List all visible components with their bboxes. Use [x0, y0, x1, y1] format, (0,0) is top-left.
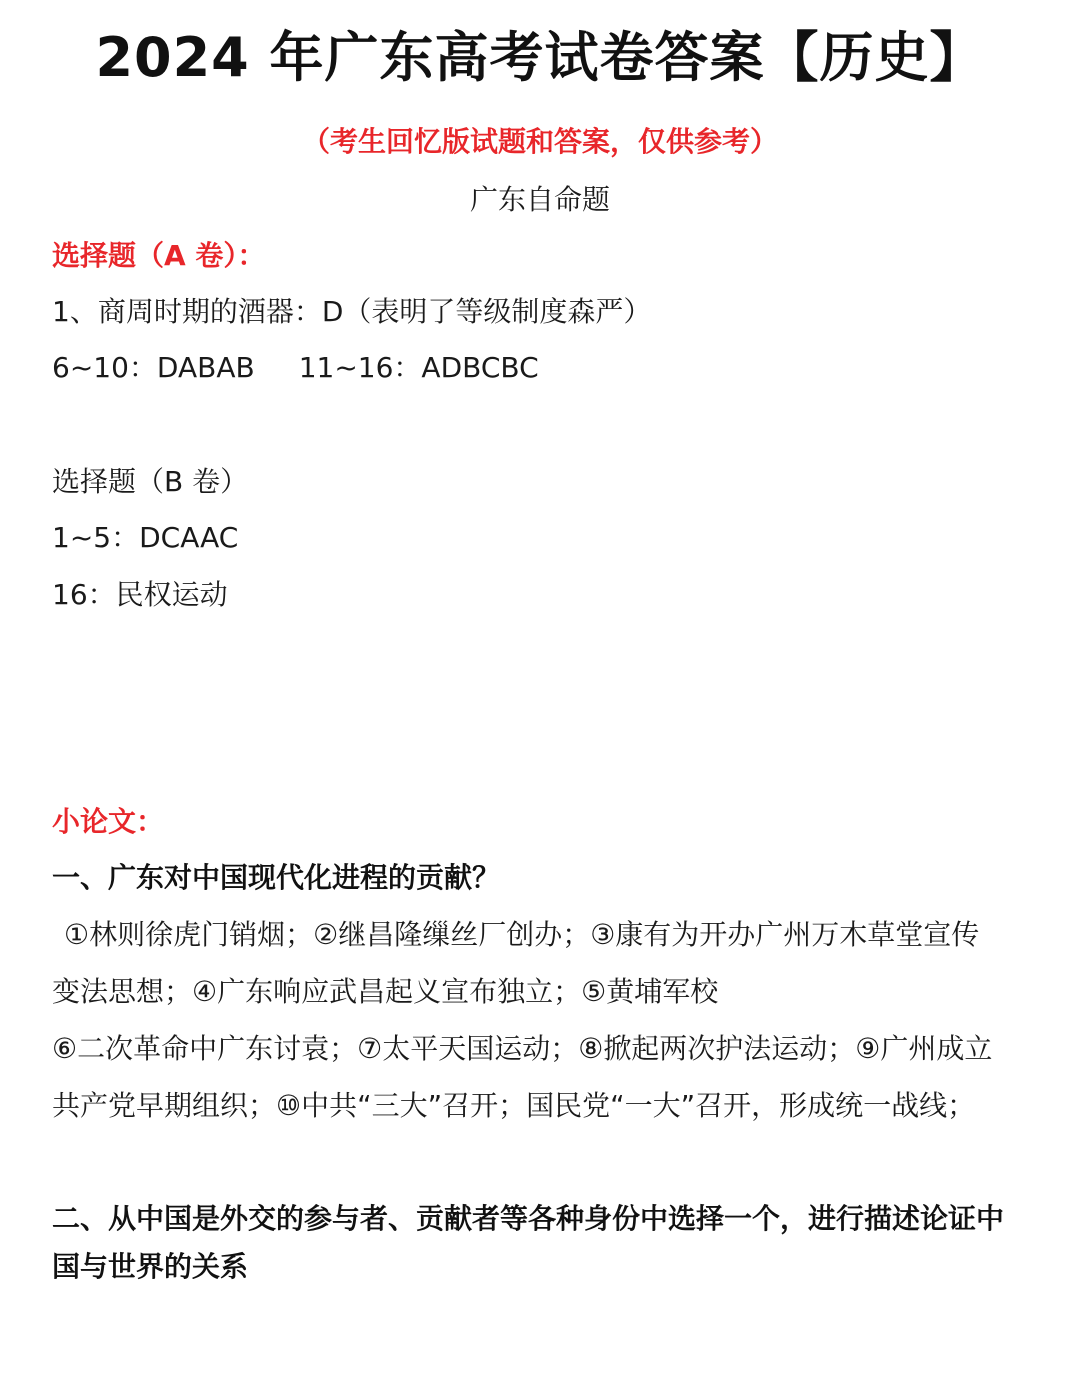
- section-a-answer-row: [52, 348, 539, 388]
- page-title: 2024 年广东高考试卷答案【历史】: [95, 26, 985, 89]
- essay-q1-line-2: 变法思想；④广东响应武昌起义宣布独立；⑤黄埔军校: [52, 975, 719, 1008]
- essay-q1-line-3: ⑥二次革命中广东讨袁；⑦太平天国运动；⑧掀起两次护法运动；⑨广州成立: [52, 1032, 993, 1065]
- section-a-heading: 选择题（A 卷）：: [52, 239, 266, 272]
- essay-question-1-title: 一、广东对中国现代化进程的贡献？: [52, 861, 501, 894]
- section-a-answer-1: 1、商周时期的酒器：D（表明了等级制度森严）: [52, 295, 652, 328]
- section-b-answer-16: 16：民权运动: [52, 578, 228, 611]
- section-a-answer-11-16: 11~16：ADBCBC: [298, 351, 539, 384]
- essay-q1-line-1: ①林则徐虎门销烟；②继昌隆缫丝厂创办；③康有为开办广州万木草堂宣传: [64, 918, 980, 951]
- essay-question-2-line-1: 二、从中国是外交的参与者、贡献者等各种身份中选择一个，进行描述论证中: [52, 1202, 1005, 1235]
- exam-source: 广东自命题: [469, 183, 610, 216]
- section-b-answer-1-5: 1~5：DCAAC: [52, 521, 239, 554]
- page-subtitle: （考生回忆版试题和答案，仅供参考）: [301, 125, 778, 158]
- essay-q1-line-4: 共产党早期组织；⑩中共“三大”召开；国民党“一大”召开，形成统一战线；: [52, 1089, 976, 1122]
- section-a-answer-6-10: 6~10：DABAB: [52, 351, 255, 384]
- essay-question-2-line-2: 国与世界的关系: [52, 1250, 249, 1283]
- essay-heading: 小论文：: [52, 805, 165, 838]
- section-b-heading: 选择题（B 卷）: [52, 465, 249, 498]
